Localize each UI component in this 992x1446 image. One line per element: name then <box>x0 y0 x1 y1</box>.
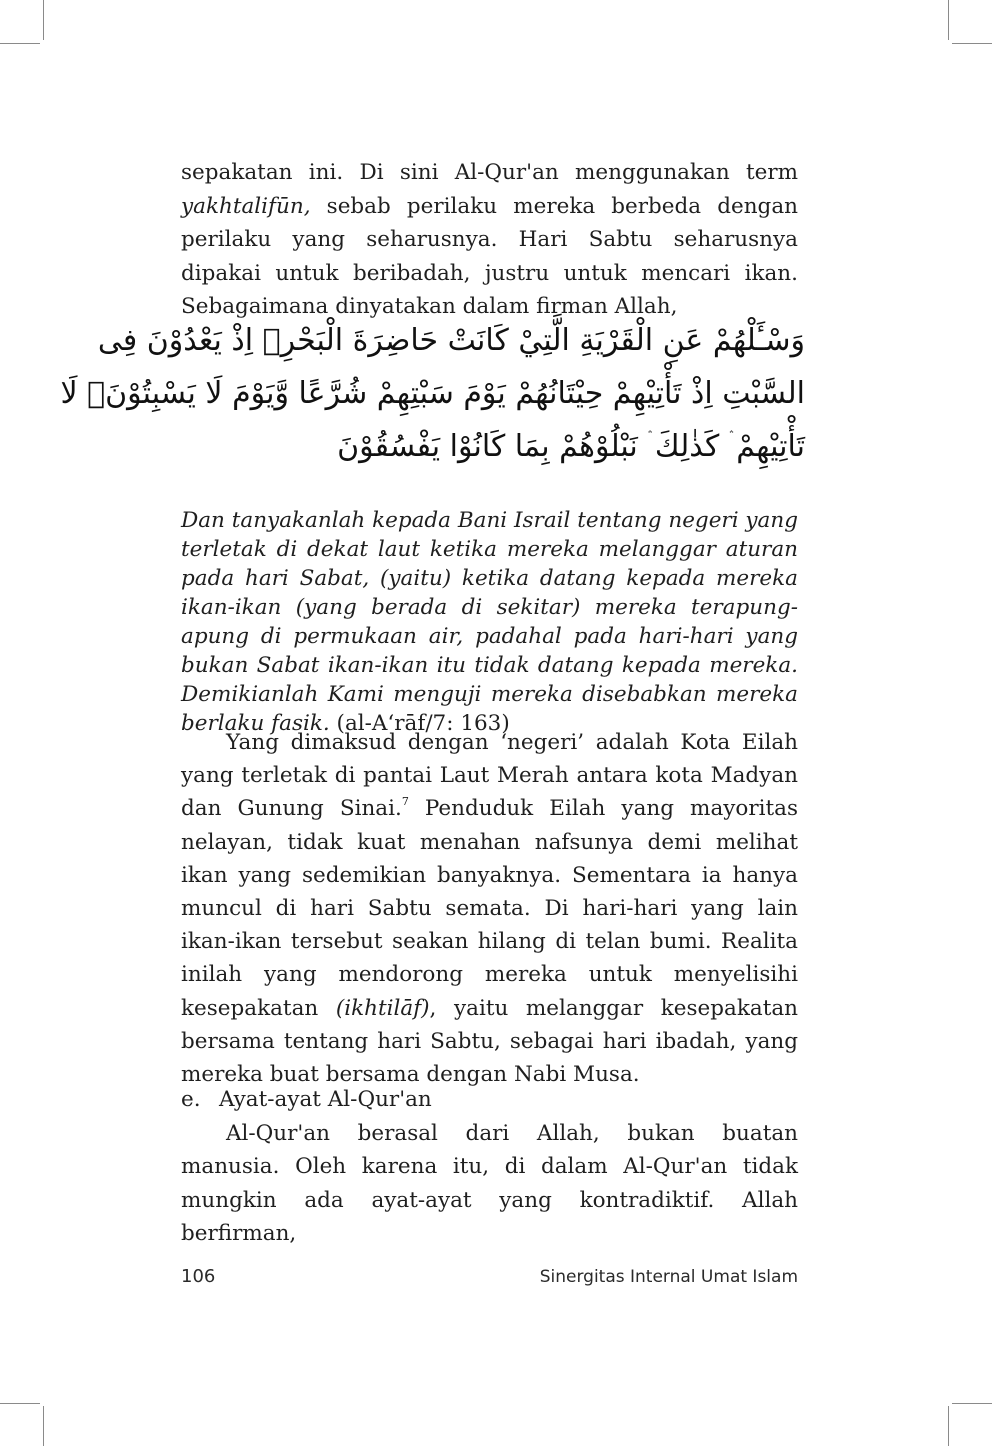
body-text-end: , yaitu melanggar kesepakatan bersama tentang hari Sabtu, sebagai hari ibadah, yang mereka buat bersama dengan Nabi Musa. <box>181 995 798 1088</box>
body-text-before-note: Yang dimaksud dengan ‘negeri’ adalah Kota Eilah yang terletak di pantai Laut Merah antara kota Madyan dan Gunung Sinai. <box>181 730 798 822</box>
crop-mark <box>0 1403 40 1404</box>
top-paragraph <box>181 156 798 324</box>
crop-mark <box>948 1406 949 1446</box>
arabic-line-2: السَّبْتِ اِذْ تَأْتِيْهِمْ حِيْتَانُهُمْ يَوْمَ سَبْتِهِمْ شُرَّعًا وَّيَوْمَ لَا يَسْبِتُوْنَۙ لَا <box>60 376 805 411</box>
top-text-before: sepakatan ini. Di sini Al-Qur'an menggunakan term <box>181 160 798 185</box>
body-text-after-note: Penduduk Eilah yang mayoritas nelayan, tidak kuat menahan nafsunya demi melihat ikan yang sedemikian banyaknya. Sementara ia hanya muncul di hari Sabtu semata. Di hari-hari yang lain ikan-ikan tersebut seakan hilang di telan bumi. Realita inilah yang mendorong mereka untuk menyelisihi kesepakatan <box>181 796 798 1021</box>
crop-mark <box>43 0 44 40</box>
top-italic-term: yakhtalifūn, <box>181 193 311 219</box>
crop-mark <box>0 43 40 44</box>
crop-mark <box>952 1403 992 1404</box>
top-text-after: sebab perilaku mereka berbeda dengan perilaku yang seharusnya. Hari Sabtu seharusnya dipakai untuk beribadah, justru untuk mencari ikan. Sebagaimana dinyatakan dalam firman Allah, <box>181 193 798 319</box>
section-heading <box>181 1083 798 1117</box>
section-e <box>181 1083 798 1251</box>
page-number: 106 <box>181 1266 216 1287</box>
footnote-marker[interactable]: 7 <box>401 795 409 809</box>
arabic-line-1: وَسْـَٔلْهُمْ عَنِ الْقَرْيَةِ الَّتِيْ كَانَتْ حَاضِرَةَ الْبَحْرِۘ اِذْ يَعْدُوْنَ فِى <box>97 323 805 358</box>
body-italic-term: (ikhtilāf) <box>335 995 430 1021</box>
arabic-verse <box>60 314 805 473</box>
section-heading-text: Ayat-ayat Al-Qur'an <box>219 1087 432 1112</box>
crop-mark <box>948 0 949 40</box>
crop-mark <box>43 1406 44 1446</box>
translation-text: Dan tanyakanlah kepada Bani Israil tentang negeri yang terletak di dekat laut ketika mereka melanggar aturan pada hari Sabat, (yaitu) ketika datang kepada mereka ikan-ikan (yang berada di sekitar) mereka terapung-apung di permukaan air, padahal pada hari-hari yang bukan Sabat ikan-ikan itu tidak datang kepada mereka. Demikianlah Kami menguji mereka disebabkan mereka berlaku fasik. <box>181 508 798 736</box>
verse-translation <box>181 506 798 738</box>
verse-reference: (al-A‘rāf/7: 163) <box>329 711 510 736</box>
page-footer <box>181 1266 798 1287</box>
section-paragraph: Al-Qur'an berasal dari Allah, bukan buatan manusia. Oleh karena itu, di dalam Al-Qur'an tidak mungkin ada ayat-ayat yang kontradiktif. Allah berfirman, <box>181 1120 798 1246</box>
arabic-line-3: تَأْتِيْهِمْ ۛ كَذٰلِكَ ۛ نَبْلُوْهُمْ بِمَا كَانُوْا يَفْسُقُوْنَ <box>337 429 805 464</box>
section-marker: e. <box>181 1087 201 1112</box>
body-paragraph <box>181 726 798 1091</box>
running-title: Sinergitas Internal Umat Islam <box>539 1267 798 1287</box>
crop-mark <box>952 43 992 44</box>
